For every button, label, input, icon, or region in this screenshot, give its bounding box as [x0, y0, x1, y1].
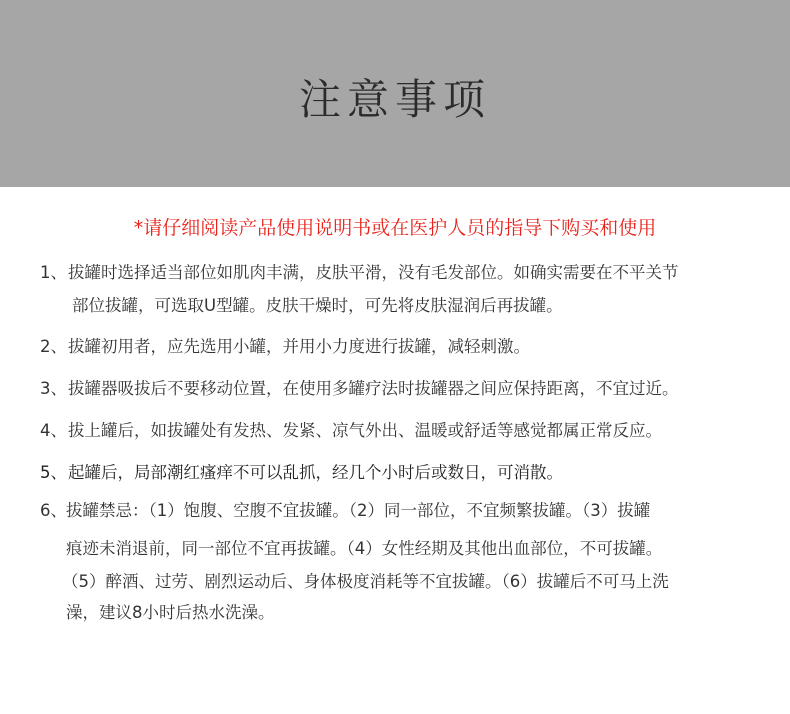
- item-text: （5）醉酒、过劳、剧烈运动后、身体极度消耗等不宜拔罐。（6）拔罐后不可马上洗: [62, 572, 669, 591]
- item-text: 澡，建议8小时后热水洗澡。: [66, 603, 275, 622]
- header-banner: [0, 0, 790, 187]
- warning-note: *请仔细阅读产品使用说明书或在医护人员的指导下购买和使用: [133, 217, 657, 239]
- item-text: 部位拔罐，可选取U型罐。皮肤干燥时，可先将皮肤湿润后再拔罐。: [72, 296, 563, 315]
- item-text: 痕迹未消退前，同一部位不宜再拔罐。（4）女性经期及其他出血部位，不可拔罐。: [66, 539, 663, 558]
- item-number: 4、: [40, 421, 67, 440]
- item-text: 拔上罐后，如拔罐处有发热、发紧、凉气外出、温暖或舒适等感觉都属正常反应。: [68, 421, 662, 440]
- page-title: 注意事项: [298, 75, 491, 124]
- item-number: 2、: [40, 337, 67, 356]
- item-number: 3、: [40, 379, 67, 398]
- item-text: 起罐后，局部潮红瘙痒不可以乱抓，经几个小时后或数日，可消散。: [68, 463, 563, 482]
- item-text: 拔罐禁忌：（1）饱腹、空腹不宜拔罐。（2）同一部位，不宜频繁拔罐。（3）拔罐: [66, 501, 651, 520]
- item-text: 拔罐初用者，应先选用小罐，并用小力度进行拔罐，减轻刺激。: [68, 337, 530, 356]
- item-number: 1、: [40, 263, 67, 282]
- item-text: 拔罐器吸拔后不要移动位置，在使用多罐疗法时拔罐器之间应保持距离，不宜过近。: [68, 379, 679, 398]
- item-number: 5、: [40, 463, 67, 482]
- item-number: 6、: [40, 501, 67, 520]
- item-text: 拔罐时选择适当部位如肌肉丰满，皮肤平滑，没有毛发部位。如确实需要在不平关节: [68, 263, 679, 282]
